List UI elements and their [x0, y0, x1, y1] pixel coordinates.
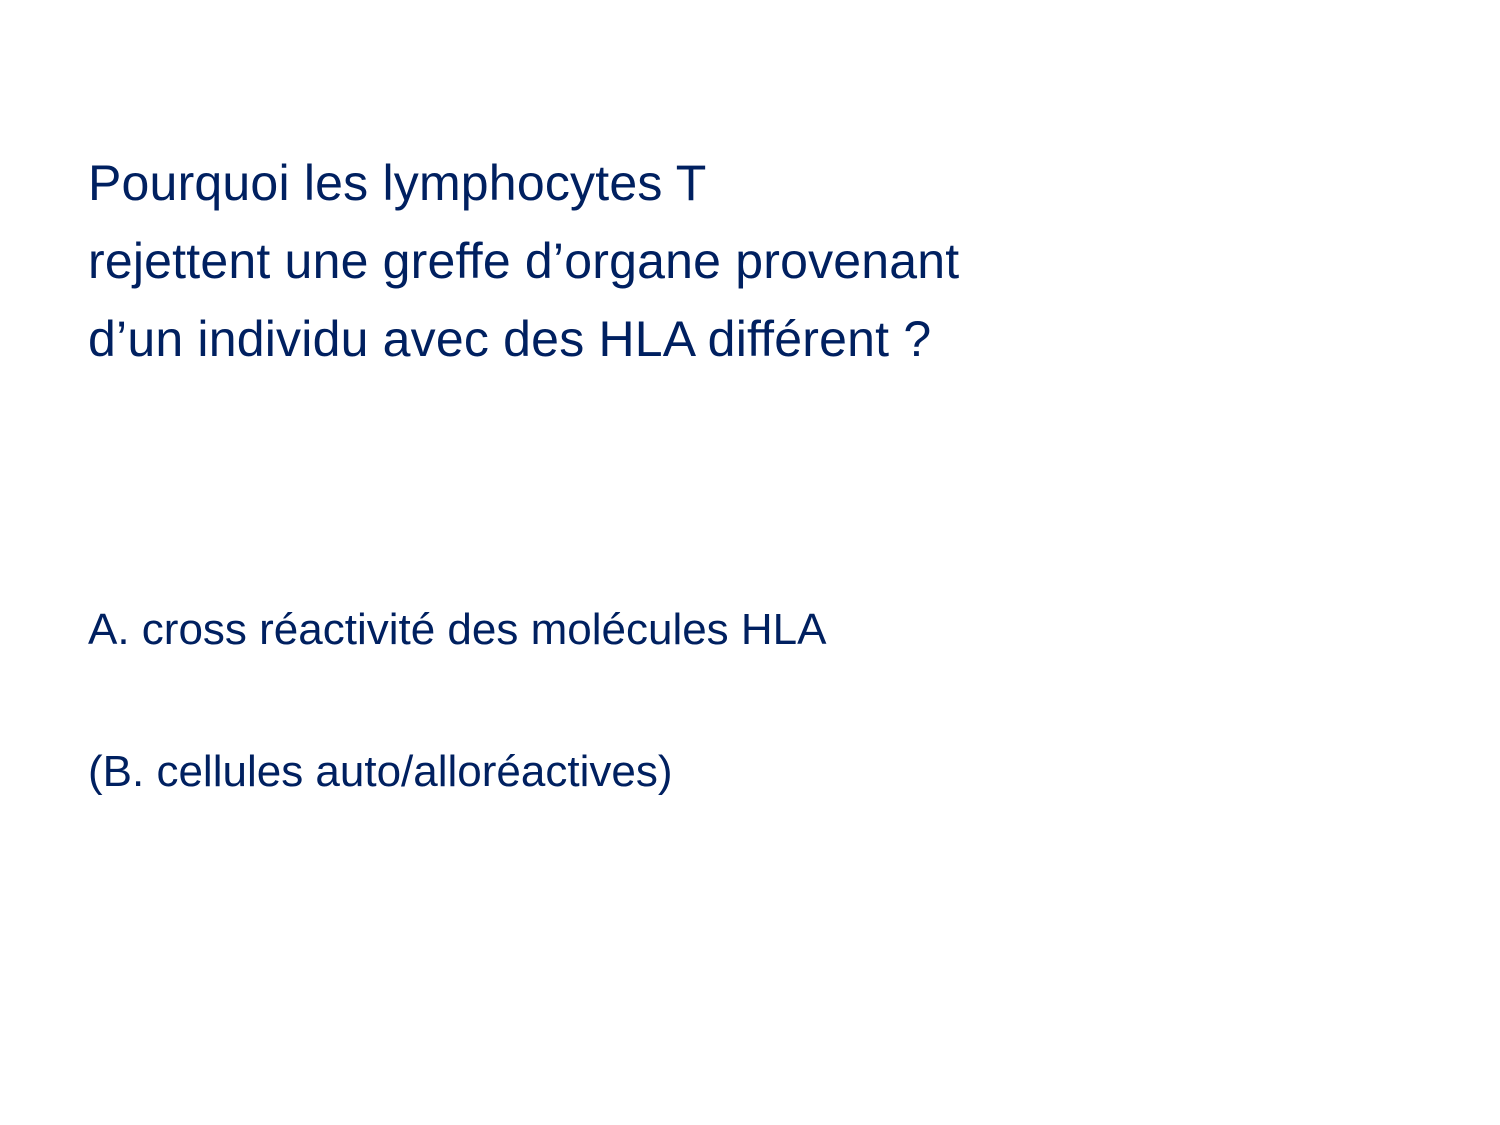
- answer-option-b: (B. cellules auto/alloréactives): [88, 747, 673, 796]
- question-line-2: rejettent une greffe d’organe provenant: [88, 233, 960, 289]
- question-line-3: d’un individu avec des HLA différent ?: [88, 311, 932, 367]
- question-title: [88, 144, 1388, 378]
- question-line-1: Pourquoi les lymphocytes T: [88, 155, 707, 211]
- answer-option-a: A. cross réactivité des molécules HLA: [88, 605, 827, 654]
